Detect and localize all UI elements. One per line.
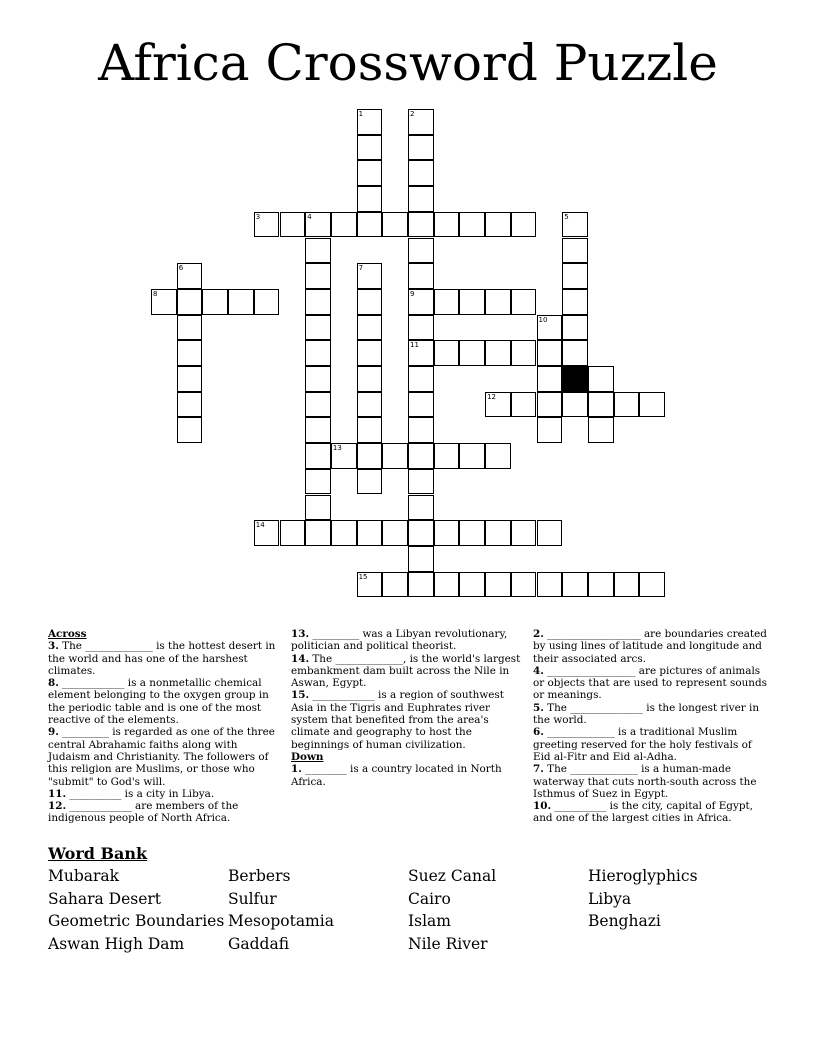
grid-cell[interactable] xyxy=(357,289,383,315)
clue-text: _____________ is a traditional Muslim greeting reserved for the holy festivals of Eid al-Fitr and Eid al-Adha. xyxy=(533,726,752,763)
grid-cell[interactable] xyxy=(254,212,280,238)
grid-cell[interactable] xyxy=(177,366,203,392)
grid-cell[interactable] xyxy=(408,572,434,598)
clue-text: _________ is regarded as one of the three central Abrahamic faiths along with Judaism and Christianity. The followers of this religion are Muslims, or those who "submit" to God's will. xyxy=(48,726,275,788)
clue-number: 15 xyxy=(358,572,368,581)
grid-cell[interactable] xyxy=(459,289,485,315)
grid-cell[interactable] xyxy=(177,340,203,366)
grid-cell[interactable] xyxy=(254,520,280,546)
word-bank-item: Sulfur xyxy=(228,889,277,908)
clue-number: 6. xyxy=(533,726,544,739)
clues-column-2 xyxy=(291,628,521,788)
grid-cell[interactable] xyxy=(511,572,537,598)
clue-number: 9. xyxy=(48,726,59,739)
clue xyxy=(533,628,771,665)
grid-cell[interactable] xyxy=(357,109,383,135)
clue-number: 3 xyxy=(255,212,261,221)
clue-number: 2 xyxy=(410,110,415,118)
grid-cell[interactable] xyxy=(459,520,485,546)
grid-cell[interactable] xyxy=(537,520,563,546)
grid-cell[interactable] xyxy=(562,289,588,315)
clue-number: 1 xyxy=(358,110,364,118)
grid-cell[interactable] xyxy=(177,289,203,315)
clue-number: 2. xyxy=(533,628,544,640)
clue-number: 4. xyxy=(533,664,544,677)
clue-number: 11. xyxy=(48,787,67,800)
grid-cell[interactable] xyxy=(588,572,614,598)
clue-number: 7. xyxy=(533,763,544,776)
grid-cell[interactable] xyxy=(434,212,460,238)
grid-cell[interactable] xyxy=(459,212,485,238)
grid-cell[interactable] xyxy=(588,392,614,418)
grid-cell[interactable] xyxy=(408,135,434,161)
grid-cell[interactable] xyxy=(408,392,434,418)
clue xyxy=(48,677,278,726)
grid-cell[interactable] xyxy=(357,572,383,598)
clue xyxy=(533,665,771,702)
grid-cell[interactable] xyxy=(562,572,588,598)
grid-cell[interactable] xyxy=(537,340,563,366)
grid-cell[interactable] xyxy=(408,212,434,238)
grid-cell[interactable] xyxy=(305,469,331,495)
clue-text: ____________ is a nonmetallic chemical element belonging to the oxygen group in the periodic table and is one of the most reactive of the elements. xyxy=(48,677,269,727)
grid-cell[interactable] xyxy=(434,340,460,366)
grid-cell[interactable] xyxy=(331,212,357,238)
word-bank-item: Mubarak xyxy=(48,867,120,885)
grid-cell[interactable] xyxy=(485,520,511,546)
clue-text: _________ was a Libyan revolutionary, politician and political theorist. xyxy=(291,628,508,653)
grid-cell[interactable] xyxy=(357,366,383,392)
grid-cell[interactable] xyxy=(151,289,177,315)
grid-cell[interactable] xyxy=(177,263,203,289)
clue xyxy=(291,763,521,788)
grid-cell[interactable] xyxy=(408,289,434,315)
grid-cell[interactable] xyxy=(485,340,511,366)
grid-cell[interactable] xyxy=(511,392,537,418)
grid-cell[interactable] xyxy=(382,212,408,238)
grid-cell[interactable] xyxy=(459,340,485,366)
clue xyxy=(48,788,278,800)
clue-number: 13 xyxy=(332,444,342,453)
grid-cell[interactable] xyxy=(357,186,383,212)
grid-cell[interactable] xyxy=(357,469,383,495)
clue xyxy=(533,763,771,800)
grid-cell[interactable] xyxy=(639,572,665,598)
grid-cell[interactable] xyxy=(614,392,640,418)
clue-number: 10 xyxy=(538,315,548,324)
grid-cell[interactable] xyxy=(254,289,280,315)
grid-cell[interactable] xyxy=(202,289,228,315)
word-bank-item: Berbers xyxy=(228,867,291,885)
clue xyxy=(48,640,278,677)
grid-cell[interactable] xyxy=(331,443,357,469)
grid-cell[interactable] xyxy=(305,212,331,238)
clue-number: 13. xyxy=(291,628,310,640)
puzzle-title: Africa Crossword Puzzle xyxy=(98,34,718,92)
clue-number: 14. xyxy=(291,652,310,665)
grid-cell[interactable] xyxy=(408,366,434,392)
grid-cell[interactable] xyxy=(562,392,588,418)
grid-cell[interactable] xyxy=(305,417,331,443)
grid-cell[interactable] xyxy=(434,443,460,469)
grid-cell[interactable] xyxy=(357,315,383,341)
grid-cell[interactable] xyxy=(434,520,460,546)
grid-cell[interactable] xyxy=(357,520,383,546)
grid-cell[interactable] xyxy=(177,315,203,341)
grid-cell[interactable] xyxy=(459,572,485,598)
grid-cell[interactable] xyxy=(408,443,434,469)
grid-cell[interactable] xyxy=(511,340,537,366)
clue-text: __________ is a city in Libya. xyxy=(66,787,215,800)
grid-cell[interactable] xyxy=(485,572,511,598)
clue xyxy=(291,689,521,750)
grid-cell[interactable] xyxy=(177,417,203,443)
clue-text: ____________ is a region of southwest Asia in the Tigris and Euphrates river system that benefited from the area's climate and geography to host the beginnings of human civilization. xyxy=(291,689,504,751)
grid-cell[interactable] xyxy=(588,366,614,392)
grid-cell[interactable] xyxy=(537,572,563,598)
grid-cell[interactable] xyxy=(614,572,640,598)
clue-number: 15. xyxy=(291,689,310,702)
grid-cell[interactable] xyxy=(408,469,434,495)
clue-text: The _____________ is the hottest desert in the world and has one of the harshest climates. xyxy=(48,640,276,677)
grid-cell[interactable] xyxy=(305,289,331,315)
clue-number: 3. xyxy=(48,640,59,653)
grid-cell[interactable] xyxy=(305,520,331,546)
clue-text: ____________ are members of the indigenous people of North Africa. xyxy=(48,800,239,825)
grid-cell[interactable] xyxy=(382,520,408,546)
clue-number: 1. xyxy=(291,763,302,776)
clues-column-1 xyxy=(48,628,278,825)
grid-cell[interactable] xyxy=(408,546,434,572)
grid-cell[interactable] xyxy=(305,366,331,392)
grid-cell[interactable] xyxy=(562,340,588,366)
clue-number: 12. xyxy=(48,800,67,813)
clue xyxy=(533,702,771,727)
clue-text: __________ is the city, capital of Egypt, and one of the largest cities in Africa. xyxy=(533,800,753,825)
clue-number: 8 xyxy=(153,289,158,298)
grid-cell[interactable] xyxy=(562,263,588,289)
clue xyxy=(48,726,278,787)
grid-cell[interactable] xyxy=(305,263,331,289)
word-bank-item: Islam xyxy=(408,912,451,931)
grid-cell[interactable] xyxy=(357,417,383,443)
clue xyxy=(533,800,771,825)
clue-number: 9 xyxy=(410,289,415,298)
word-bank-item: Aswan High Dam xyxy=(48,935,185,954)
clue-number: 12 xyxy=(487,392,497,401)
grid-cell[interactable] xyxy=(305,315,331,341)
word-bank-item: Geometric Boundaries xyxy=(48,912,225,931)
clue-text: ________ is a country located in North Africa. xyxy=(291,763,502,788)
clue-text: _________________ are pictures of animals or objects that are used to represent sounds or meanings. xyxy=(533,664,767,702)
word-bank-item: Suez Canal xyxy=(408,867,497,885)
grid-cell[interactable] xyxy=(305,340,331,366)
grid-cell[interactable] xyxy=(357,135,383,161)
grid-cell[interactable] xyxy=(562,315,588,341)
grid-cell[interactable] xyxy=(485,443,511,469)
grid-cell[interactable] xyxy=(280,520,306,546)
grid-cell[interactable] xyxy=(511,289,537,315)
clue-number: 11 xyxy=(410,341,419,350)
grid-cell[interactable] xyxy=(408,417,434,443)
clue-text: The ______________ is the longest river in the world. xyxy=(533,701,760,727)
word-bank-item: Libya xyxy=(588,889,632,908)
word-bank-item: Hieroglyphics xyxy=(588,867,698,885)
grid-cell[interactable] xyxy=(408,495,434,521)
grid-cell[interactable] xyxy=(357,263,383,289)
grid-block-cell xyxy=(562,366,588,392)
grid-cell[interactable] xyxy=(331,520,357,546)
clue-number: 5. xyxy=(533,701,544,714)
clue-text: The _____________ is a human-made waterway that cuts north-south across the Isthmus of Suez in Egypt. xyxy=(533,763,757,800)
grid-cell[interactable] xyxy=(305,495,331,521)
word-bank-item: Mesopotamia xyxy=(228,912,334,931)
grid-cell[interactable] xyxy=(408,186,434,212)
clue-number: 4 xyxy=(307,212,312,221)
grid-cell[interactable] xyxy=(639,392,665,418)
clue xyxy=(533,726,771,763)
grid-cell[interactable] xyxy=(357,443,383,469)
grid-cell[interactable] xyxy=(485,289,511,315)
grid-cell[interactable] xyxy=(485,392,511,418)
word-bank-item: Gaddafi xyxy=(228,935,290,954)
grid-cell[interactable] xyxy=(305,392,331,418)
grid-cell[interactable] xyxy=(280,212,306,238)
grid-cell[interactable] xyxy=(382,443,408,469)
word-bank-item: Nile River xyxy=(408,935,488,954)
grid-cell[interactable] xyxy=(434,572,460,598)
clue xyxy=(291,628,521,653)
clue-number: 5 xyxy=(564,212,569,221)
grid-cell[interactable] xyxy=(357,212,383,238)
grid-cell[interactable] xyxy=(228,289,254,315)
clue xyxy=(291,653,521,690)
grid-cell[interactable] xyxy=(588,417,614,443)
word-bank-item: Benghazi xyxy=(588,912,661,931)
grid-cell[interactable] xyxy=(408,340,434,366)
grid-cell[interactable] xyxy=(562,212,588,238)
clue-section-heading: Down xyxy=(291,750,324,763)
grid-cell[interactable] xyxy=(382,572,408,598)
grid-cell[interactable] xyxy=(357,160,383,186)
grid-cell[interactable] xyxy=(357,340,383,366)
word-bank-item: Sahara Desert xyxy=(48,889,162,908)
grid-cell[interactable] xyxy=(485,212,511,238)
grid-cell[interactable] xyxy=(408,315,434,341)
grid-cell[interactable] xyxy=(305,443,331,469)
clue-text: __________________ are boundaries created by using lines of latitude and longitude and their associated arcs. xyxy=(533,628,767,665)
grid-cell[interactable] xyxy=(408,160,434,186)
grid-cell[interactable] xyxy=(511,212,537,238)
grid-cell[interactable] xyxy=(537,417,563,443)
clue-section-heading: Across xyxy=(48,628,87,640)
grid-cell[interactable] xyxy=(562,238,588,264)
word-bank-item: Cairo xyxy=(408,889,451,908)
grid-cell[interactable] xyxy=(408,238,434,264)
clue-number: 7 xyxy=(358,264,364,273)
grid-cell[interactable] xyxy=(408,263,434,289)
clue-text: The _____________, is the world's largest embankment dam built across the Nile in Aswan, Egypt. xyxy=(291,652,521,690)
grid-cell[interactable] xyxy=(537,315,563,341)
clue-number: 6 xyxy=(178,264,184,273)
grid-cell[interactable] xyxy=(177,392,203,418)
clue-number: 10. xyxy=(533,800,552,813)
clue-number: 14 xyxy=(255,521,265,530)
grid-cell[interactable] xyxy=(537,392,563,418)
grid-cell[interactable] xyxy=(537,366,563,392)
grid-cell[interactable] xyxy=(305,238,331,264)
grid-cell[interactable] xyxy=(459,443,485,469)
grid-cell[interactable] xyxy=(408,520,434,546)
clue xyxy=(48,800,278,825)
word-bank-title: Word Bank xyxy=(48,844,148,863)
grid-cell[interactable] xyxy=(408,109,434,135)
clue-number: 8. xyxy=(48,677,59,690)
grid-cell[interactable] xyxy=(357,392,383,418)
clues-column-3 xyxy=(533,628,771,825)
grid-cell[interactable] xyxy=(511,520,537,546)
grid-cell[interactable] xyxy=(434,289,460,315)
